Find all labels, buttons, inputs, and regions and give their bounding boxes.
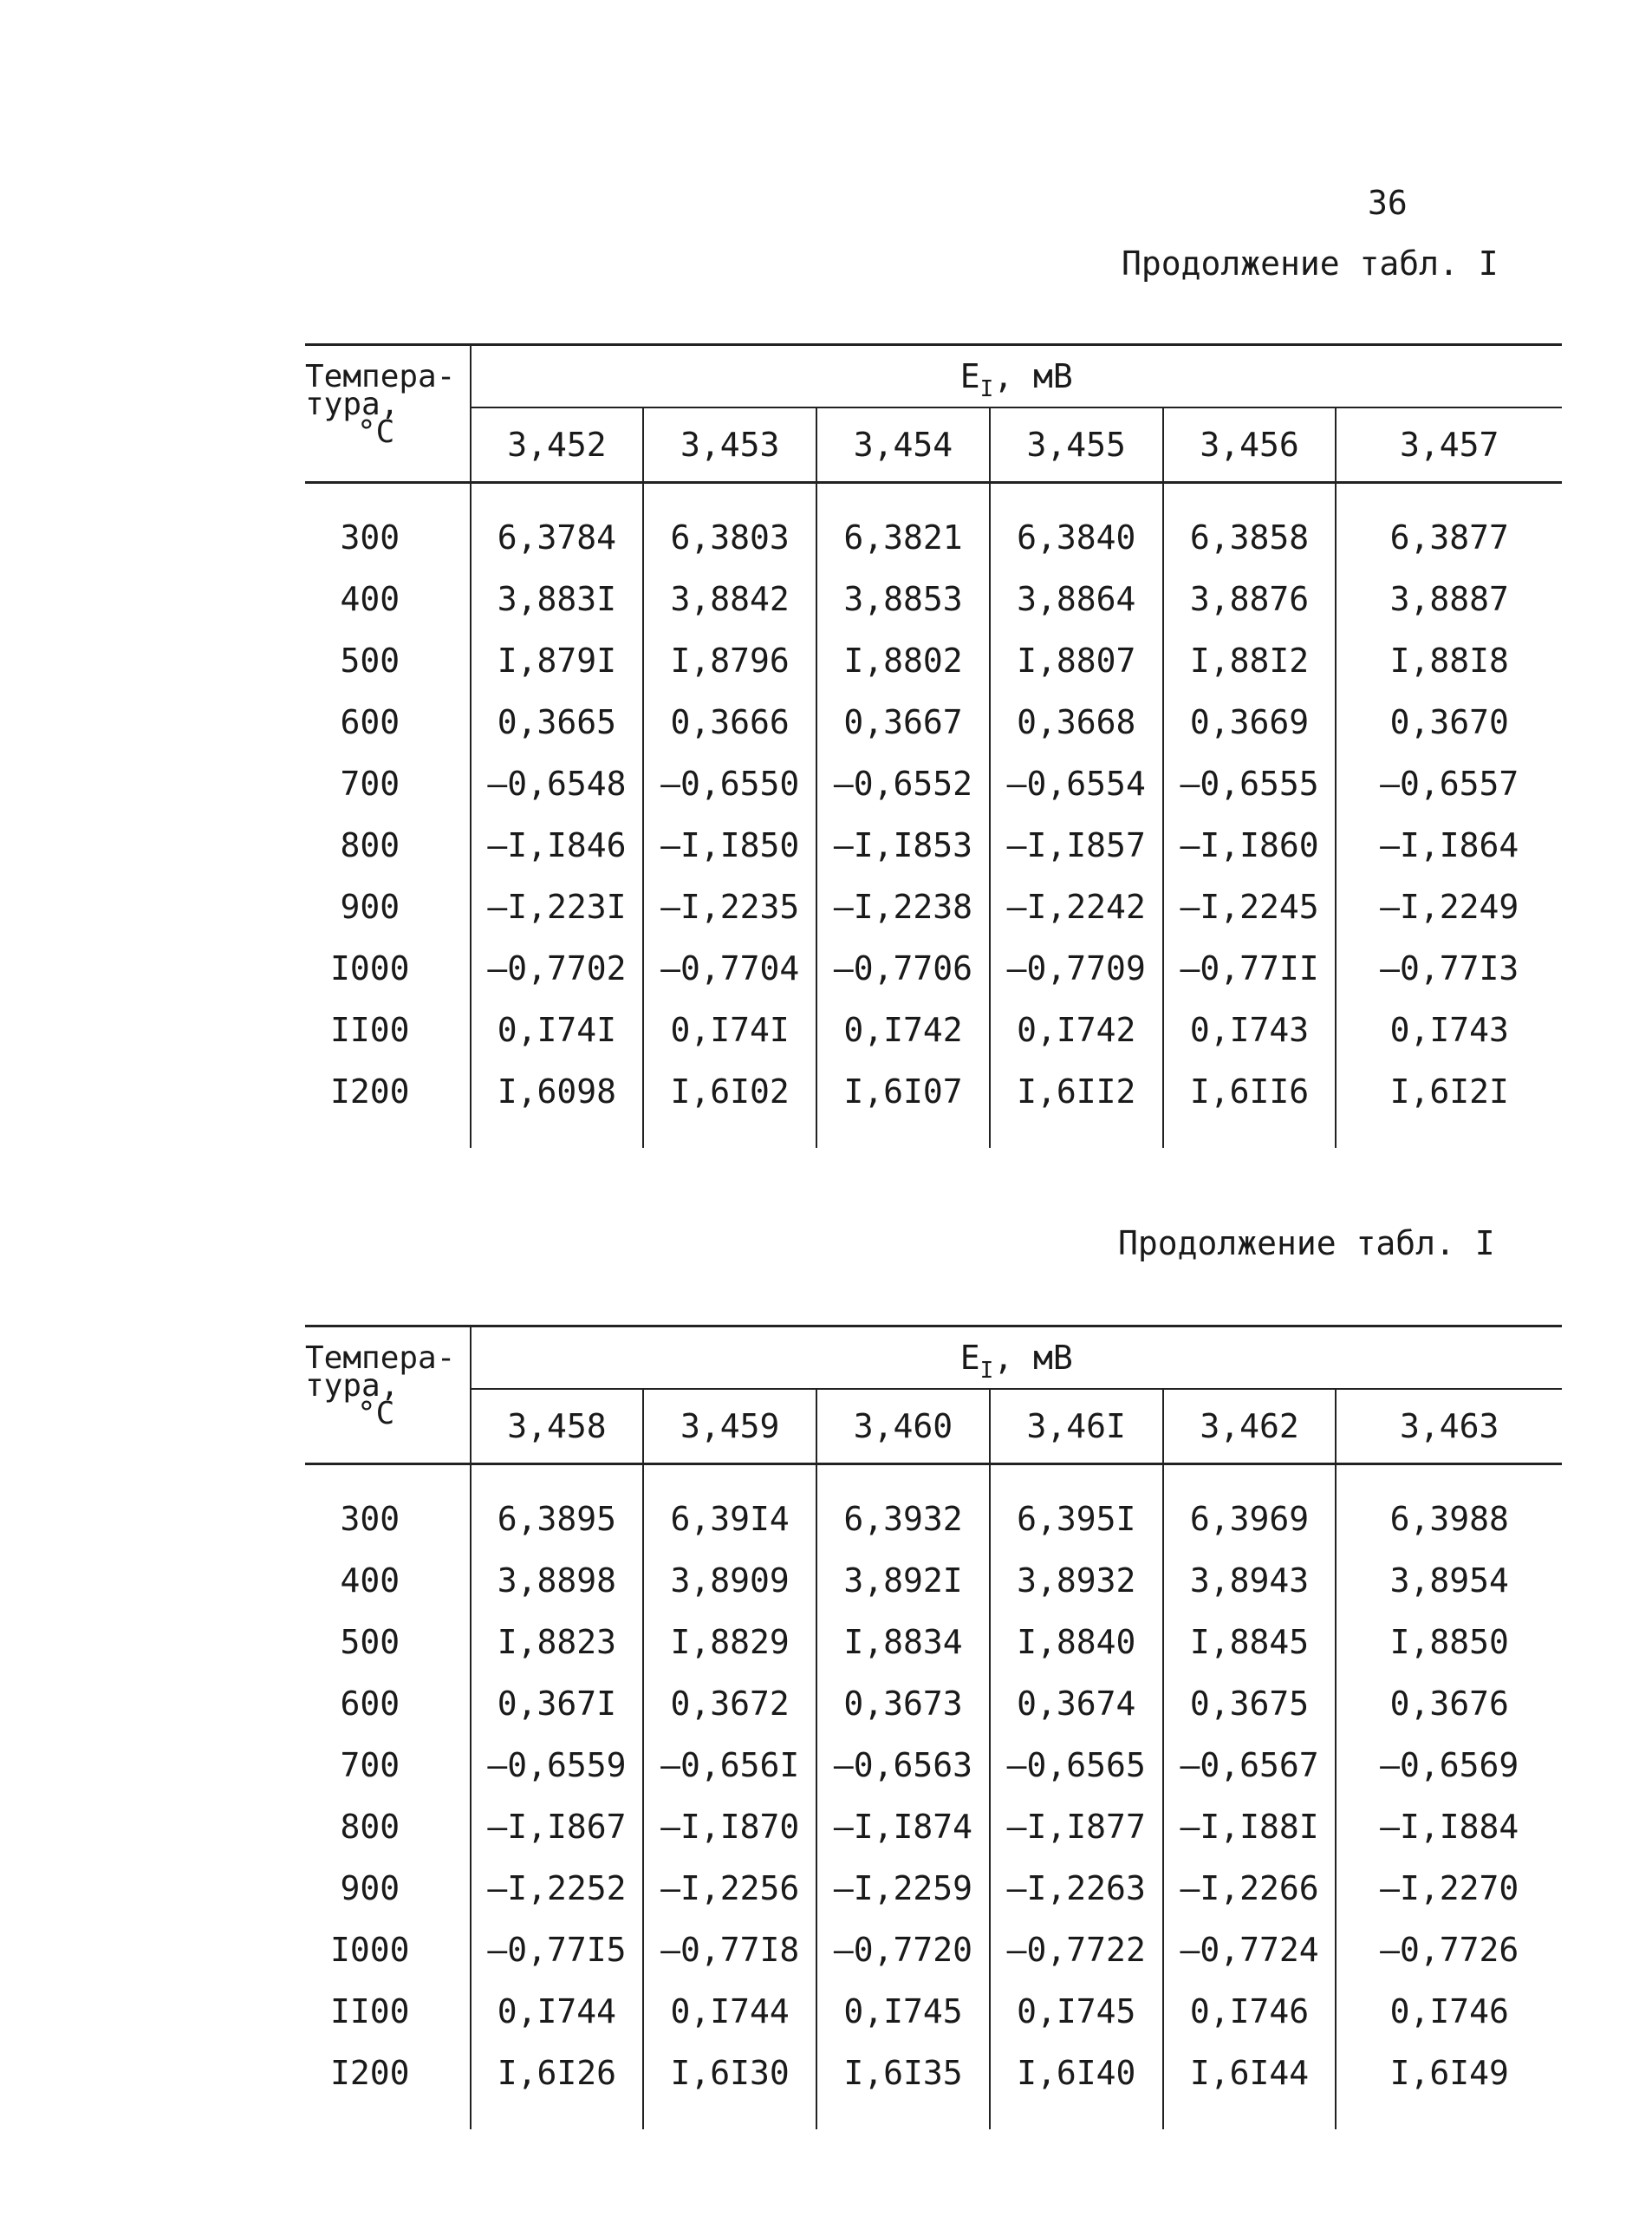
value-cell: 3,8932 bbox=[990, 1549, 1163, 1611]
value-cell: –0,7702 bbox=[471, 937, 644, 999]
temperature-header-line-1: Темпера- bbox=[305, 1340, 456, 1376]
value-cell: I,6I2I bbox=[1389, 1072, 1509, 1111]
tail-cell bbox=[1336, 1122, 1562, 1148]
table-1 bbox=[305, 343, 1562, 1148]
page-number: 36 bbox=[1368, 184, 1408, 222]
value-cell: –I,2252 bbox=[471, 1857, 644, 1919]
table-2 bbox=[305, 1325, 1562, 2129]
spacer-cell bbox=[471, 1464, 644, 1489]
value-cell: –0,6552 bbox=[816, 753, 990, 814]
value-cell: –0,7722 bbox=[990, 1919, 1163, 1980]
value-cell: 0,3668 bbox=[990, 691, 1163, 753]
temperature-header bbox=[305, 1326, 471, 1464]
value-cell: I,88I2 bbox=[1163, 629, 1337, 691]
temperature-cell: 500 bbox=[305, 1611, 471, 1672]
value-cell: –0,7724 bbox=[1163, 1919, 1337, 1980]
tail-cell bbox=[305, 2103, 471, 2129]
table-row bbox=[305, 1734, 1562, 1796]
emf-unit: , мВ bbox=[993, 357, 1073, 395]
temperature-cell: I000 bbox=[305, 937, 471, 999]
value-cell: 6,3784 bbox=[471, 506, 644, 568]
temperature-cell: 300 bbox=[305, 1488, 471, 1549]
spacer-row bbox=[305, 1464, 1562, 1489]
value-cell: 0,367I bbox=[471, 1672, 644, 1734]
value-cell: 0,I745 bbox=[990, 1980, 1163, 2042]
tail-cell bbox=[305, 1122, 471, 1148]
value-cell: I,6I07 bbox=[816, 1060, 990, 1122]
value-cell: –0,6565 bbox=[990, 1734, 1163, 1796]
spacer-cell bbox=[1163, 1464, 1337, 1489]
table-row bbox=[305, 1611, 1562, 1672]
value-cell: 0,3675 bbox=[1163, 1672, 1337, 1734]
value-cell: 0,3665 bbox=[471, 691, 644, 753]
value-cell: 0,I744 bbox=[643, 1980, 816, 2042]
table-row bbox=[305, 999, 1562, 1060]
emf-unit-header bbox=[471, 1326, 1562, 1390]
value-cell: I,8834 bbox=[816, 1611, 990, 1672]
temperature-header-unit: °C bbox=[357, 1396, 395, 1431]
temperature-cell: 500 bbox=[305, 629, 471, 691]
temperature-cell: I200 bbox=[305, 2042, 471, 2103]
temperature-cell: 900 bbox=[305, 1857, 471, 1919]
value-cell: –0,6554 bbox=[990, 753, 1163, 814]
value-cell: 6,3821 bbox=[816, 506, 990, 568]
spacer-cell bbox=[305, 1464, 471, 1489]
table-row bbox=[305, 691, 1562, 753]
value-cell: 3,883I bbox=[471, 568, 644, 629]
value-cell: –I,2242 bbox=[990, 876, 1163, 937]
value-cell: –I,I853 bbox=[816, 814, 990, 876]
emf-unit: , мВ bbox=[993, 1339, 1073, 1377]
value-cell: –I,2238 bbox=[816, 876, 990, 937]
spacer-cell bbox=[816, 1464, 990, 1489]
table-row bbox=[305, 1980, 1562, 2042]
table-row bbox=[305, 753, 1562, 814]
value-cell: –I,2259 bbox=[816, 1857, 990, 1919]
value-cell: 0,I74I bbox=[471, 999, 644, 1060]
column-header: 3,452 bbox=[471, 407, 644, 483]
value-cell: –0,7704 bbox=[643, 937, 816, 999]
value-cell: 3,892I bbox=[816, 1549, 990, 1611]
column-header: 3,46I bbox=[990, 1389, 1163, 1464]
temperature-cell: 300 bbox=[305, 506, 471, 568]
spacer-cell bbox=[1336, 483, 1562, 507]
value-cell: –I,I850 bbox=[643, 814, 816, 876]
column-header: 3,460 bbox=[816, 1389, 990, 1464]
column-header: 3,455 bbox=[990, 407, 1163, 483]
value-cell: –0,77I3 bbox=[1380, 948, 1519, 987]
value-cell: I,8823 bbox=[471, 1611, 644, 1672]
value-cell: 0,I742 bbox=[990, 999, 1163, 1060]
temperature-cell: 400 bbox=[305, 1549, 471, 1611]
value-cell: I,6I44 bbox=[1163, 2042, 1337, 2103]
value-cell: –I,I874 bbox=[816, 1796, 990, 1857]
temperature-cell: 600 bbox=[305, 691, 471, 753]
value-cell: I,8829 bbox=[643, 1611, 816, 1672]
temperature-cell: 800 bbox=[305, 1796, 471, 1857]
value-cell: –0,77II bbox=[1163, 937, 1337, 999]
spacer-cell bbox=[643, 1464, 816, 1489]
table-row bbox=[305, 568, 1562, 629]
table-row bbox=[305, 1549, 1562, 1611]
table-row bbox=[305, 876, 1562, 937]
emf-symbol: E bbox=[959, 357, 980, 395]
spacer-row bbox=[305, 483, 1562, 507]
value-cell: –0,6567 bbox=[1163, 1734, 1337, 1796]
value-cell: I,6I40 bbox=[990, 2042, 1163, 2103]
value-cell: –I,2256 bbox=[643, 1857, 816, 1919]
column-header: 3,459 bbox=[643, 1389, 816, 1464]
tail-cell bbox=[990, 2103, 1163, 2129]
value-cell: I,8807 bbox=[990, 629, 1163, 691]
value-cell: –I,I864 bbox=[1380, 825, 1519, 864]
value-cell: 0,I743 bbox=[1163, 999, 1337, 1060]
tail-cell bbox=[643, 1122, 816, 1148]
spacer-cell bbox=[471, 483, 644, 507]
value-cell: 6,3803 bbox=[643, 506, 816, 568]
emf-unit-header bbox=[471, 345, 1562, 408]
value-cell: 0,I743 bbox=[1389, 1010, 1509, 1049]
temperature-cell: 600 bbox=[305, 1672, 471, 1734]
temperature-cell: 700 bbox=[305, 753, 471, 814]
value-cell: –I,I884 bbox=[1380, 1807, 1519, 1846]
tail-cell bbox=[990, 1122, 1163, 1148]
value-cell: 6,3932 bbox=[816, 1488, 990, 1549]
value-cell: –0,6563 bbox=[816, 1734, 990, 1796]
value-cell: I,879I bbox=[471, 629, 644, 691]
value-cell: –0,6569 bbox=[1380, 1745, 1519, 1784]
value-cell: 0,3673 bbox=[816, 1672, 990, 1734]
table-row bbox=[305, 1919, 1562, 1980]
tail-cell bbox=[1163, 2103, 1337, 2129]
value-cell: I,6I35 bbox=[816, 2042, 990, 2103]
value-cell: I,8802 bbox=[816, 629, 990, 691]
table-1-caption: Продолжение табл. I bbox=[1122, 244, 1499, 283]
column-header: 3,457 bbox=[1336, 407, 1562, 483]
spacer-cell bbox=[816, 483, 990, 507]
value-cell: 0,3676 bbox=[1389, 1684, 1509, 1723]
column-header: 3,453 bbox=[643, 407, 816, 483]
value-cell: I,88I8 bbox=[1389, 641, 1509, 680]
value-cell: –I,I860 bbox=[1163, 814, 1337, 876]
temperature-cell: 700 bbox=[305, 1734, 471, 1796]
value-cell: 6,3858 bbox=[1163, 506, 1337, 568]
temperature-cell: I000 bbox=[305, 1919, 471, 1980]
value-cell: 0,I746 bbox=[1163, 1980, 1337, 2042]
value-cell: –I,2266 bbox=[1163, 1857, 1337, 1919]
temperature-header bbox=[305, 345, 471, 483]
tail-cell bbox=[471, 1122, 644, 1148]
value-cell: 0,3669 bbox=[1163, 691, 1337, 753]
value-cell: –0,6548 bbox=[471, 753, 644, 814]
value-cell: 6,39I4 bbox=[643, 1488, 816, 1549]
value-cell: 0,3674 bbox=[990, 1672, 1163, 1734]
value-cell: –0,77I8 bbox=[643, 1919, 816, 1980]
value-cell: I,6II6 bbox=[1163, 1060, 1337, 1122]
column-header: 3,456 bbox=[1163, 407, 1337, 483]
column-header: 3,462 bbox=[1163, 1389, 1337, 1464]
table-row bbox=[305, 506, 1562, 568]
value-cell: 3,8853 bbox=[816, 568, 990, 629]
value-cell: I,6I02 bbox=[643, 1060, 816, 1122]
value-cell: 6,3895 bbox=[471, 1488, 644, 1549]
value-cell: –I,2270 bbox=[1380, 1868, 1519, 1907]
value-cell: –0,7706 bbox=[816, 937, 990, 999]
value-cell: 0,3672 bbox=[643, 1672, 816, 1734]
value-cell: I,6II2 bbox=[990, 1060, 1163, 1122]
tail-cell bbox=[1163, 1122, 1337, 1148]
table-row bbox=[305, 1488, 1562, 1549]
temperature-cell: I200 bbox=[305, 1060, 471, 1122]
value-cell: 0,3670 bbox=[1389, 702, 1509, 741]
temperature-cell: 800 bbox=[305, 814, 471, 876]
value-cell: –I,I857 bbox=[990, 814, 1163, 876]
value-cell: I,8850 bbox=[1389, 1622, 1509, 1661]
table-row bbox=[305, 2042, 1562, 2103]
value-cell: 3,8876 bbox=[1163, 568, 1337, 629]
tail-row bbox=[305, 2103, 1562, 2129]
value-cell: 3,8943 bbox=[1163, 1549, 1337, 1611]
temperature-header-line-2: тура, bbox=[305, 387, 400, 422]
emf-subscript: I bbox=[979, 1358, 994, 1384]
value-cell: 0,3667 bbox=[816, 691, 990, 753]
value-cell: 6,395I bbox=[990, 1488, 1163, 1549]
table-row bbox=[305, 1672, 1562, 1734]
value-cell: –0,6559 bbox=[471, 1734, 644, 1796]
spacer-cell bbox=[643, 483, 816, 507]
value-cell: –I,I877 bbox=[990, 1796, 1163, 1857]
value-cell: –I,I88I bbox=[1163, 1796, 1337, 1857]
value-cell: –0,6555 bbox=[1163, 753, 1337, 814]
value-cell: I,8796 bbox=[643, 629, 816, 691]
value-cell: 3,8954 bbox=[1389, 1561, 1509, 1600]
value-cell: I,8845 bbox=[1163, 1611, 1337, 1672]
value-cell: 6,3969 bbox=[1163, 1488, 1337, 1549]
temperature-cell: 400 bbox=[305, 568, 471, 629]
table-row bbox=[305, 629, 1562, 691]
temperature-header-line-2: тура, bbox=[305, 1368, 400, 1404]
value-cell: –0,656I bbox=[643, 1734, 816, 1796]
value-cell: I,6I49 bbox=[1389, 2053, 1509, 2092]
value-cell: 0,I74I bbox=[643, 999, 816, 1060]
emf-symbol: E bbox=[959, 1339, 980, 1377]
spacer-cell bbox=[990, 1464, 1163, 1489]
value-cell: I,6I30 bbox=[643, 2042, 816, 2103]
table-row bbox=[305, 937, 1562, 999]
tail-cell bbox=[643, 2103, 816, 2129]
tail-row bbox=[305, 1122, 1562, 1148]
value-cell: –0,7720 bbox=[816, 1919, 990, 1980]
table-row bbox=[305, 814, 1562, 876]
value-cell: –I,2263 bbox=[990, 1857, 1163, 1919]
spacer-cell bbox=[305, 483, 471, 507]
temperature-cell: II00 bbox=[305, 999, 471, 1060]
value-cell: 0,3666 bbox=[643, 691, 816, 753]
value-cell: 3,8909 bbox=[643, 1549, 816, 1611]
value-cell: 6,3877 bbox=[1389, 518, 1509, 557]
spacer-cell bbox=[1163, 483, 1337, 507]
value-cell: –I,I867 bbox=[471, 1796, 644, 1857]
value-cell: 0,I746 bbox=[1389, 1991, 1509, 2030]
tail-cell bbox=[816, 2103, 990, 2129]
value-cell: I,6098 bbox=[471, 1060, 644, 1122]
column-header: 3,463 bbox=[1336, 1389, 1562, 1464]
table-row bbox=[305, 1857, 1562, 1919]
value-cell: –I,I870 bbox=[643, 1796, 816, 1857]
value-cell: 3,8887 bbox=[1389, 579, 1509, 618]
value-cell: 0,I742 bbox=[816, 999, 990, 1060]
temperature-header-line-1: Темпера- bbox=[305, 359, 456, 394]
column-header: 3,458 bbox=[471, 1389, 644, 1464]
value-cell: I,6I26 bbox=[471, 2042, 644, 2103]
value-cell: –I,I846 bbox=[471, 814, 644, 876]
table-row bbox=[305, 1796, 1562, 1857]
value-cell: –I,223I bbox=[471, 876, 644, 937]
value-cell: 6,3840 bbox=[990, 506, 1163, 568]
emf-subscript: I bbox=[979, 376, 994, 402]
spacer-cell bbox=[990, 483, 1163, 507]
value-cell: I,8840 bbox=[990, 1611, 1163, 1672]
table-row bbox=[305, 1060, 1562, 1122]
temperature-cell: 900 bbox=[305, 876, 471, 937]
value-cell: 3,8898 bbox=[471, 1549, 644, 1611]
table-2-caption: Продолжение табл. I bbox=[1118, 1224, 1495, 1262]
value-cell: –0,6557 bbox=[1380, 764, 1519, 803]
value-cell: 0,I745 bbox=[816, 1980, 990, 2042]
value-cell: 6,3988 bbox=[1389, 1499, 1509, 1538]
temperature-cell: II00 bbox=[305, 1980, 471, 2042]
value-cell: –0,6550 bbox=[643, 753, 816, 814]
value-cell: –0,7726 bbox=[1380, 1930, 1519, 1969]
tail-cell bbox=[471, 2103, 644, 2129]
temperature-header-unit: °C bbox=[357, 414, 395, 450]
value-cell: –0,7709 bbox=[990, 937, 1163, 999]
value-cell: –I,2245 bbox=[1163, 876, 1337, 937]
value-cell: –0,77I5 bbox=[471, 1919, 644, 1980]
spacer-cell bbox=[1336, 1464, 1562, 1489]
column-header: 3,454 bbox=[816, 407, 990, 483]
value-cell: 3,8842 bbox=[643, 568, 816, 629]
tail-cell bbox=[816, 1122, 990, 1148]
value-cell: 0,I744 bbox=[471, 1980, 644, 2042]
tail-cell bbox=[1336, 2103, 1562, 2129]
value-cell: –I,2235 bbox=[643, 876, 816, 937]
value-cell: –I,2249 bbox=[1380, 887, 1519, 926]
value-cell: 3,8864 bbox=[990, 568, 1163, 629]
